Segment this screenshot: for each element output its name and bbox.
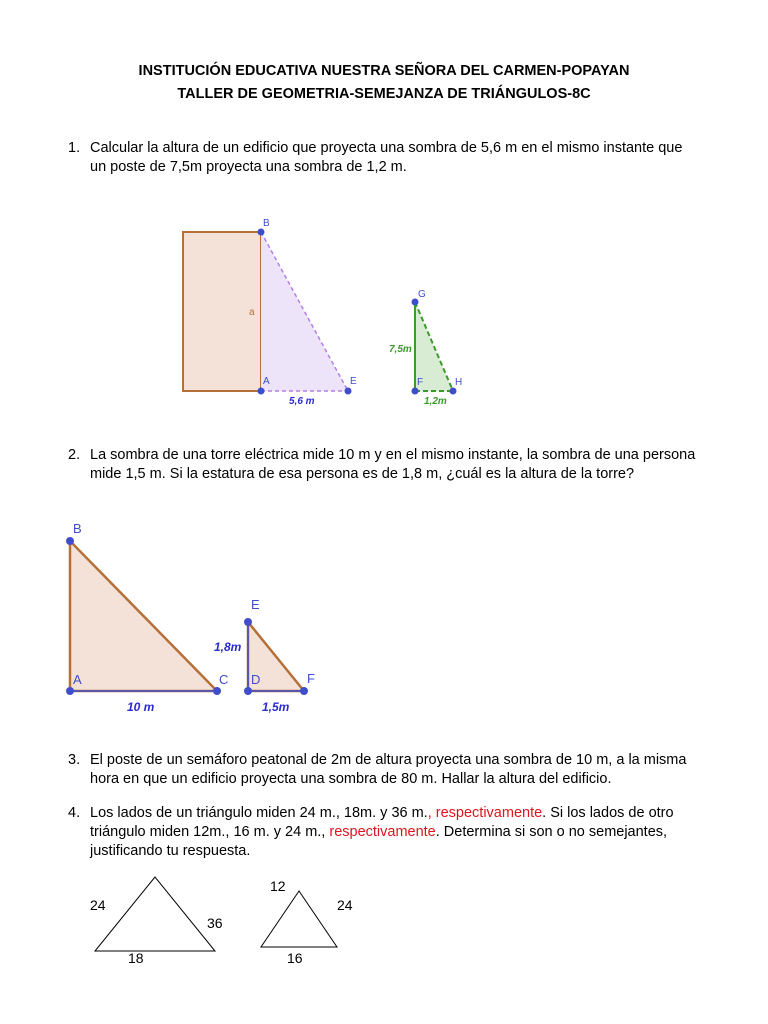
figure-1-building [183, 218, 357, 407]
label-a: A [263, 376, 270, 387]
label-e: E [251, 597, 260, 612]
side-label-left: 12 [270, 878, 286, 894]
label-f: F [307, 671, 315, 686]
point-a [258, 388, 265, 395]
problem-text-line: justificando tu respuesta. [90, 843, 251, 859]
side-label-left: 24 [90, 897, 106, 913]
point-a [66, 687, 74, 695]
problem-text-line: hora en que un edificio proyecta una sombra de 80 m. Hallar la altura del edificio. [90, 771, 612, 787]
label-b: B [73, 521, 82, 536]
problem-text-line: un poste de 7,5m proyecta una sombra de 1,2 m. [90, 159, 407, 175]
problem-number: 4. [68, 805, 81, 821]
problem-text-line: Calcular la altura de un edificio que proyecta una sombra de 5,6 m en el mismo instante que [90, 140, 683, 156]
label-shadow-length: 5,6 m [289, 396, 315, 407]
triangle-outline [95, 877, 215, 951]
document-subtitle: TALLER DE GEOMETRIA-SEMEJANZA DE TRIÁNGULOS-8C [177, 86, 591, 102]
point-e [345, 388, 352, 395]
figure-2-person [214, 597, 315, 714]
text-segment: triángulo miden 12m., 16 m. y 24 m., [90, 824, 330, 840]
problem-text-line: El poste de un semáforo peatonal de 2m de altura proyecta una sombra de 10 m, a la misma [90, 752, 687, 768]
label-g: G [418, 289, 426, 300]
point-b [258, 229, 265, 236]
label-c: C [219, 672, 229, 687]
point-h [450, 388, 457, 395]
point-d [244, 687, 252, 695]
figure-4-triangle-2 [261, 878, 353, 966]
side-label-right: 36 [207, 915, 223, 931]
text-segment: Los lados de un triángulo miden 24 m., 18m. y 36 m. [90, 805, 428, 821]
side-label-bottom: 16 [287, 950, 303, 966]
point-f [300, 687, 308, 695]
figure-4-triangle-1 [90, 877, 223, 966]
label-a: A [73, 672, 82, 687]
text-segment: . Determina si son o no semejantes, [435, 824, 668, 840]
tower-triangle [70, 541, 217, 691]
point-c [213, 687, 221, 695]
problem-number: 2. [68, 447, 81, 463]
problem-text-line: La sombra de una torre eléctrica mide 10 m y en el mismo instante, la sombra de una persona [90, 447, 696, 463]
label-d: D [251, 672, 261, 687]
label-height-a: a [249, 307, 255, 318]
highlighted-text: respectivamente [329, 824, 436, 840]
triangle-outline [261, 891, 337, 947]
text-segment: . Si los lados de otro [542, 805, 674, 821]
figure-1-pole [389, 289, 462, 407]
point-f [412, 388, 419, 395]
label-person-height: 1,8m [214, 640, 242, 654]
problem-text-line: mide 1,5 m. Si la estatura de esa persona es de 1,8 m, ¿cuál es la altura de la torre? [90, 466, 635, 482]
problem-number: 1. [68, 140, 81, 156]
label-f: F [417, 377, 424, 388]
label-tower-shadow: 10 m [127, 700, 155, 714]
label-pole-height: 7,5m [389, 344, 412, 355]
problem-number: 3. [68, 752, 81, 768]
label-b: B [263, 218, 270, 229]
side-label-bottom: 18 [128, 950, 144, 966]
point-b [66, 537, 74, 545]
highlighted-text: , respectivamente [427, 805, 543, 821]
label-pole-shadow: 1,2m [424, 396, 447, 407]
document-title: INSTITUCIÓN EDUCATIVA NUESTRA SEÑORA DEL CARMEN-POPAYAN [138, 63, 630, 79]
label-person-shadow: 1,5m [262, 700, 290, 714]
label-e: E [350, 376, 357, 387]
point-e [244, 618, 252, 626]
label-h: H [455, 377, 463, 388]
figure-2-tower [66, 521, 228, 714]
side-label-right: 24 [337, 897, 353, 913]
